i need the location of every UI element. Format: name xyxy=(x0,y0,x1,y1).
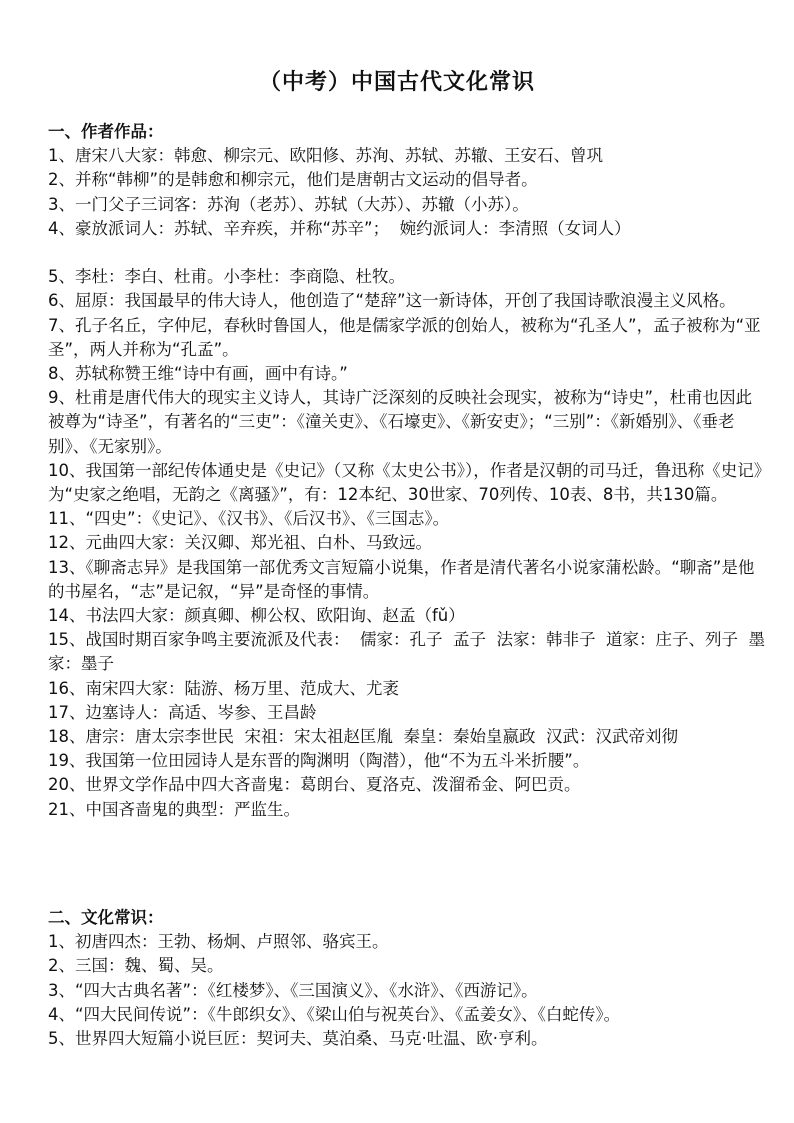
section-heading: 一、作者作品： xyxy=(48,122,164,141)
list-item: 5、李杜：李白、杜甫。小李杜：李商隐、杜牧。 xyxy=(48,267,405,287)
section-authors-works xyxy=(48,120,768,822)
list-item: 17、边塞诗人：高适、岑参、王昌龄 xyxy=(48,702,317,722)
list-item: 1、唐宋八大家：韩愈、柳宗元、欧阳修、苏洵、苏轼、苏辙、王安石、曾巩 xyxy=(48,146,603,166)
list-item: 6、屈原：我国最早的伟大诗人，他创造了“楚辞”这一新诗体，开创了我国诗歌浪漫主义风格。 xyxy=(48,291,736,311)
list-item: 2、并称“韩柳”的是韩愈和柳宗元，他们是唐朝古文运动的倡导者。 xyxy=(48,170,538,190)
section-heading: 二、文化常识： xyxy=(48,908,164,927)
list-item: 9、杜甫是唐代伟大的现实主义诗人，其诗广泛深刻的反映社会现实，被称为“诗史”，杜甫也因此被尊为“诗圣”，有著名的“三吏”：《潼关吏》、《石壕吏》、《新安吏》；“三别”：《新婚别》、《垂老别》、《无家别》。 xyxy=(48,388,753,456)
list-item: 15、战国时期百家争鸣主要流派及代表： 儒家：孔子 孟子 法家：韩非子 道家：庄子、列子 墨家：墨子 xyxy=(48,630,765,674)
list-item: 10、我国第一部纪传体通史是《史记》（又称《太史公书》），作者是汉朝的司马迁，鲁迅称《史记》为“史家之绝唱，无韵之《离骚》”，有：12本纪、30世家、70列传、10表、8书，共130篇。 xyxy=(48,460,762,505)
list-item: 19、我国第一位田园诗人是东晋的陶渊明（陶潜），他“不为五斗米折腰”。 xyxy=(48,751,590,771)
list-item: 8、苏轼称赞王维“诗中有画，画中有诗。” xyxy=(48,364,348,383)
list-item: 3、“四大古典名著”：《红楼梦》、《三国演义》、《水浒》、《西游记》。 xyxy=(48,980,538,1000)
list-item: 21、中国吝啬鬼的典型：严监生。 xyxy=(48,799,300,819)
list-item: 1、初唐四杰：王勃、杨炯、卢照邻、骆宾王。 xyxy=(48,932,389,952)
list-item: 3、一门父子三词客：苏洵（老苏）、苏轼（大苏）、苏辙（小苏）。 xyxy=(48,194,529,214)
list-item: 4、豪放派词人：苏轼、辛弃疾，并称“苏辛”； 婉约派词人：李清照（女词人） xyxy=(48,218,631,238)
list-item: 7、孔子名丘，字仲尼，春秋时鲁国人，他是儒家学派的创始人，被称为“孔圣人”，孟子被称为“亚圣”，两人并称为“孔孟”。 xyxy=(48,315,761,359)
blank-line xyxy=(48,241,768,265)
list-item: 20、世界文学作品中四大吝啬鬼：葛朗台、夏洛克、泼溜希金、阿巴贡。 xyxy=(48,775,581,795)
list-item: 13、《聊斋志异》是我国第一部优秀文言短篇小说集，作者是清代著名小说家蒲松龄。“聊斋”是他的书屋名，“志”是记叙，“异”是奇怪的事情。 xyxy=(48,557,755,601)
section-cultural-knowledge xyxy=(48,906,768,1051)
list-item: 5、世界四大短篇小说巨匠：契诃夫、莫泊桑、马克·吐温、欧·亨利。 xyxy=(48,1029,548,1048)
list-item: 12、元曲四大家：关汉卿、郑光祖、白朴、马致远。 xyxy=(48,533,432,553)
list-item: 2、三国：魏、蜀、吴。 xyxy=(48,956,224,976)
page-title: （中考）中国古代文化常识 xyxy=(258,70,535,95)
list-item: 4、“四大民间传说”：《牛郎织女》、《梁山伯与祝英台》、《孟姜女》、《白蛇传》。 xyxy=(48,1004,621,1024)
list-item: 18、唐宗：唐太宗李世民 宋祖：宋太祖赵匡胤 秦皇：秦始皇嬴政 汉武：汉武帝刘彻 xyxy=(48,727,678,747)
list-item: 14、书法四大家：颜真卿、柳公权、欧阳询、赵孟（fǔ） xyxy=(48,606,465,626)
list-item: 11、“四史”：《史记》、《汉书》、《后汉书》、《三国志》。 xyxy=(48,509,450,529)
list-item: 16、南宋四大家：陆游、杨万里、范成大、尤袤 xyxy=(48,678,399,698)
